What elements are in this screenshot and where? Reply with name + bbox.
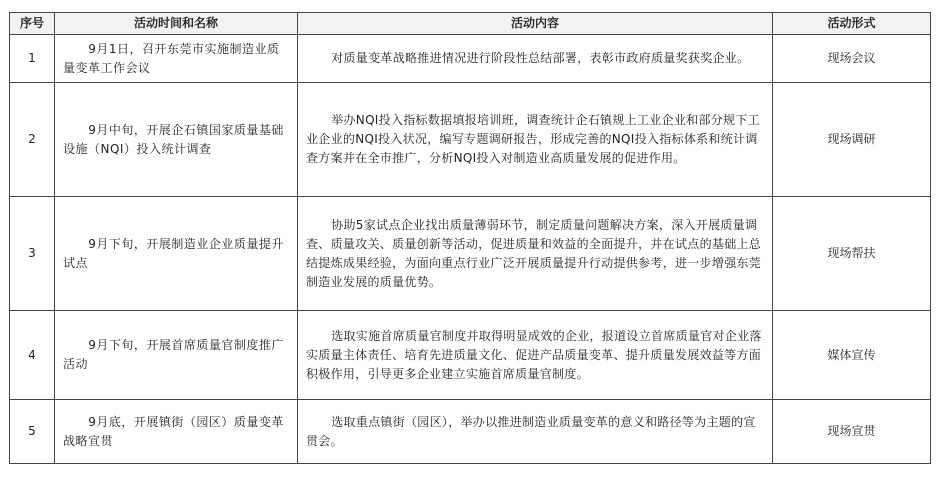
- row-activity-name: 9月下旬，开展制造业企业质量提升试点: [55, 197, 298, 311]
- row-activity-form: 现场帮扶: [773, 197, 931, 311]
- table-row: [10, 35, 931, 83]
- row-activity-content: 协助5家试点企业找出质量薄弱环节，制定质量问题解决方案，深入开展质量调查、质量攻关、质量创新等活动，促进质量和效益的全面提升，并在试点的基础上总结提炼成果经验，为面向重点行业广泛开展质量提升行动提供参考，进一步增强东莞制造业发展的质量优势。: [298, 197, 773, 311]
- activity-table: [9, 12, 931, 464]
- row-activity-content: 举办NQI投入指标数据填报培训班，调查统计企石镇规上工业企业和部分规下工业企业的NQI投入状况，编写专题调研报告，形成完善的NQI投入指标体系和统计调查方案并在全市推广，分析NQI投入对制造业高质量发展的促进作用。: [298, 83, 773, 197]
- row-activity-content: 选取重点镇街（园区），举办以推进制造业质量变革的意义和路径等为主题的宣贯会。: [298, 400, 773, 464]
- table-row: [10, 400, 931, 464]
- header-serial-number: 序号: [10, 13, 55, 35]
- row-activity-name: 9月下旬，开展首席质量官制度推广活动: [55, 311, 298, 400]
- table-row: [10, 311, 931, 400]
- row-activity-form: 媒体宣传: [773, 311, 931, 400]
- header-activity-form: 活动形式: [773, 13, 931, 35]
- row-number: 5: [10, 400, 55, 464]
- row-activity-content: 对质量变革战略推进情况进行阶段性总结部署，表彰市政府质量奖获奖企业。: [298, 35, 773, 83]
- row-number: 4: [10, 311, 55, 400]
- activity-table-container: [9, 12, 930, 464]
- row-activity-form: 现场会议: [773, 35, 931, 83]
- table-row: [10, 197, 931, 311]
- row-number: 2: [10, 83, 55, 197]
- row-activity-name: 9月中旬，开展企石镇国家质量基础设施（NQI）投入统计调查: [55, 83, 298, 197]
- header-activity-content: 活动内容: [298, 13, 773, 35]
- row-number: 3: [10, 197, 55, 311]
- table-row: [10, 83, 931, 197]
- row-activity-content: 选取实施首席质量官制度并取得明显成效的企业，报道设立首席质量官对企业落实质量主体责任、培育先进质量文化、促进产品质量变革、提升质量发展效益等方面积极作用，引导更多企业建立实施首席质量官制度。: [298, 311, 773, 400]
- row-activity-name: 9月底，开展镇街（园区）质量变革战略宣贯: [55, 400, 298, 464]
- header-activity-time-name: 活动时间和名称: [55, 13, 298, 35]
- row-activity-form: 现场调研: [773, 83, 931, 197]
- row-activity-form: 现场宣贯: [773, 400, 931, 464]
- row-number: 1: [10, 35, 55, 83]
- row-activity-name: 9月1日，召开东莞市实施制造业质量变革工作会议: [55, 35, 298, 83]
- table-header-row: [10, 13, 931, 35]
